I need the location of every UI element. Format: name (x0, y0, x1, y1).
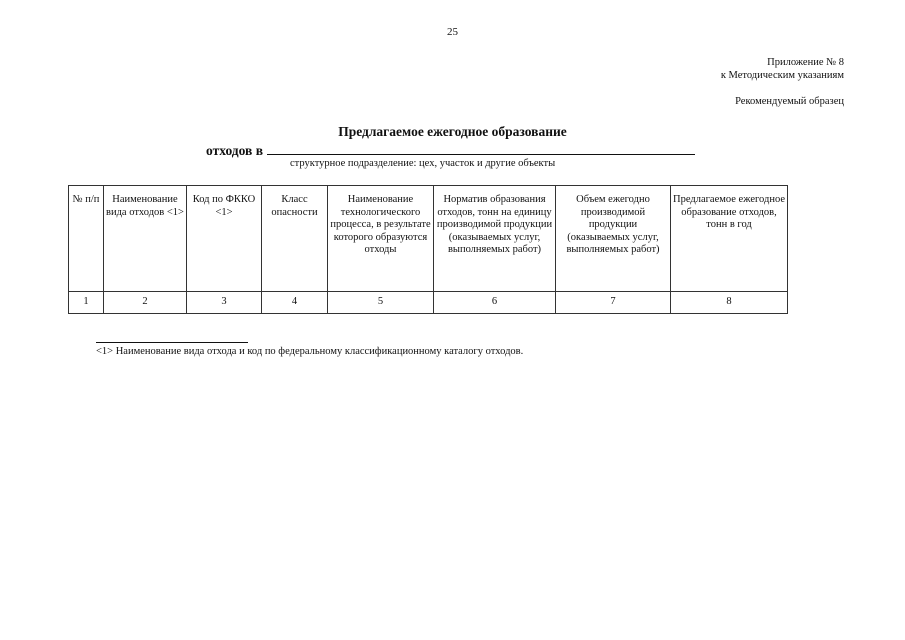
appendix-line-1: Приложение № 8 (767, 57, 844, 68)
subdivision-caption: структурное подразделение: цех, участок и другие объекты (290, 158, 556, 169)
column-number-cell: 4 (262, 292, 328, 314)
column-number-row (69, 292, 788, 314)
column-number-cell: 5 (328, 292, 434, 314)
appendix-line-2: к Методическим указаниям (720, 70, 844, 81)
recommended-sample-label: Рекомендуемый образец (735, 96, 844, 107)
header-cell: Наименование вида отходов <1> (104, 186, 187, 292)
subdivision-fill-line (267, 142, 695, 155)
column-number-cell: 3 (187, 292, 262, 314)
column-number-cell: 8 (671, 292, 788, 314)
header-cell: Код по ФККО <1> (187, 186, 262, 292)
column-number-cell: 2 (104, 292, 187, 314)
form-subtitle (206, 142, 695, 159)
header-cell: Предлагаемое ежегодное образование отходов, тонн в год (671, 186, 788, 292)
page-number: 25 (447, 26, 458, 38)
subtitle-prefix: отходов в (206, 143, 263, 158)
header-cell: Наименование технологического процесса, в результате которого образуются отходы (328, 186, 434, 292)
table-header-row (69, 186, 788, 292)
header-cell: Объем ежегодно производимой продукции (оказываемых услуг, выполняемых работ) (556, 186, 671, 292)
form-title: Предлагаемое ежегодное образование (338, 124, 567, 139)
column-number-cell: 1 (69, 292, 104, 314)
footnote-rule (96, 342, 248, 343)
waste-generation-table (68, 185, 788, 314)
header-cell: Норматив образования отходов, тонн на единицу производимой продукции (оказываемых услуг, выполняемых работ) (434, 186, 556, 292)
column-number-cell: 7 (556, 292, 671, 314)
header-cell: № п/п (69, 186, 104, 292)
header-cell: Класс опасности (262, 186, 328, 292)
appendix-label (721, 56, 844, 82)
column-number-cell: 6 (434, 292, 556, 314)
footnote: <1> Наименование вида отхода и код по федеральному классификационному каталогу отходов. (96, 346, 524, 357)
